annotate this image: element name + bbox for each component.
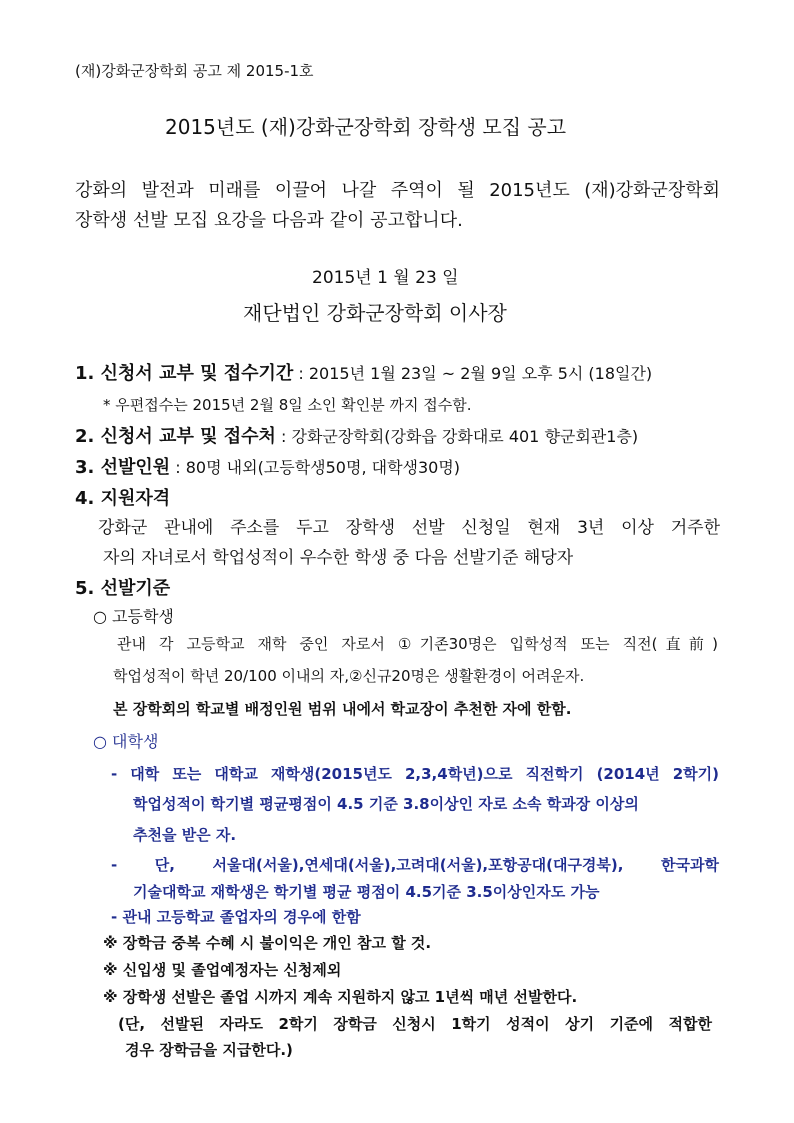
section-2 [75, 428, 638, 446]
high-school-line-1: 관내 각 고등학교 재학 중인 자로서 ①기존30명은 입학성적 또는 직전(直前) [117, 635, 718, 653]
university-line-2: 학업성적이 학기별 평균평점이 4.5 기준 3.8이상인 자로 소속 학과장 이상의 [133, 795, 639, 813]
university-line-6: - 관내 고등학교 졸업자의 경우에 한함 [111, 908, 361, 926]
section-3-detail: : 80명 내외(고등학생50명, 대학생30명) [170, 458, 461, 477]
issuer-name: 재단법인 강화군장학회 이사장 [243, 301, 507, 325]
section-2-detail: : 강화군장학회(강화읍 강화대로 401 향군회관1층) [275, 427, 639, 446]
university-line-1: - 대학 또는 대학교 재학생(2015년도 2,3,4학년)으로 직전학기 (2014년 2학기) [111, 765, 719, 783]
section-2-heading: 2. 신청서 교부 및 접수처 [75, 426, 276, 447]
note-2: ※ 신입생 및 졸업예정자는 신청제외 [103, 961, 342, 979]
intro-line-2: 장학생 선발 모집 요강을 다음과 같이 공고합니다. [75, 210, 463, 231]
university-line-3: 추천을 받은 자. [133, 826, 237, 844]
note-3: ※ 장학생 선발은 졸업 시까지 계속 지원하지 않고 1년씩 매년 선발한다. [103, 988, 578, 1006]
announcement-date: 2015년 1 월 23 일 [312, 268, 459, 288]
intro-line-1: 강화의 발전과 미래를 이끌어 나갈 주역이 될 2015년도 (재)강화군장학회 [75, 180, 720, 201]
section-4-line-2: 자의 자녀로서 학업성적이 우수한 학생 중 다음 선발기준 해당자 [103, 548, 574, 568]
section-4-heading: 4. 지원자격 [75, 488, 171, 509]
section-1-note: * 우편접수는 2015년 2월 8일 소인 확인분 까지 접수함. [103, 396, 472, 414]
high-school-label: ○ 고등학생 [93, 607, 174, 626]
section-1 [75, 365, 652, 383]
university-label: ○ 대학생 [93, 732, 159, 751]
section-4-line-1: 강화군 관내에 주소를 두고 장학생 선발 신청일 현재 3년 이상 거주한 [98, 518, 720, 538]
page-title: 2015년도 (재)강화군장학회 장학생 모집 공고 [165, 115, 567, 139]
section-1-heading: 1. 신청서 교부 및 접수기간 [75, 363, 294, 384]
note-4: (단, 선발된 자라도 2학기 장학금 신청시 1학기 성적이 상기 기준에 적합한 [118, 1015, 712, 1033]
high-school-line-3: 본 장학회의 학교별 배정인원 범위 내에서 학교장이 추천한 자에 한함. [113, 700, 572, 718]
notice-number: (재)강화군장학회 공고 제 2015-1호 [75, 62, 314, 80]
high-school-line-2: 학업성적이 학년 20/100 이내의 자,②신규20명은 생활환경이 어려운자. [113, 667, 585, 685]
university-line-5: 기술대학교 재학생은 학기별 평균 평점이 4.5기준 3.5이상인자도 가능 [133, 883, 600, 901]
note-5: 경우 장학금을 지급한다.) [125, 1041, 293, 1059]
section-1-detail: : 2015년 1월 23일 ~ 2월 9일 오후 5시 (18일간) [293, 364, 653, 383]
university-line-4: - 단, 서울대(서울),연세대(서울),고려대(서울),포항공대(대구경북), 한국과학 [111, 856, 719, 874]
note-1: ※ 장학금 중복 수혜 시 불이익은 개인 참고 할 것. [103, 934, 432, 952]
section-3-heading: 3. 선발인원 [75, 457, 171, 478]
section-3 [75, 459, 460, 477]
section-5-heading: 5. 선발기준 [75, 578, 171, 599]
